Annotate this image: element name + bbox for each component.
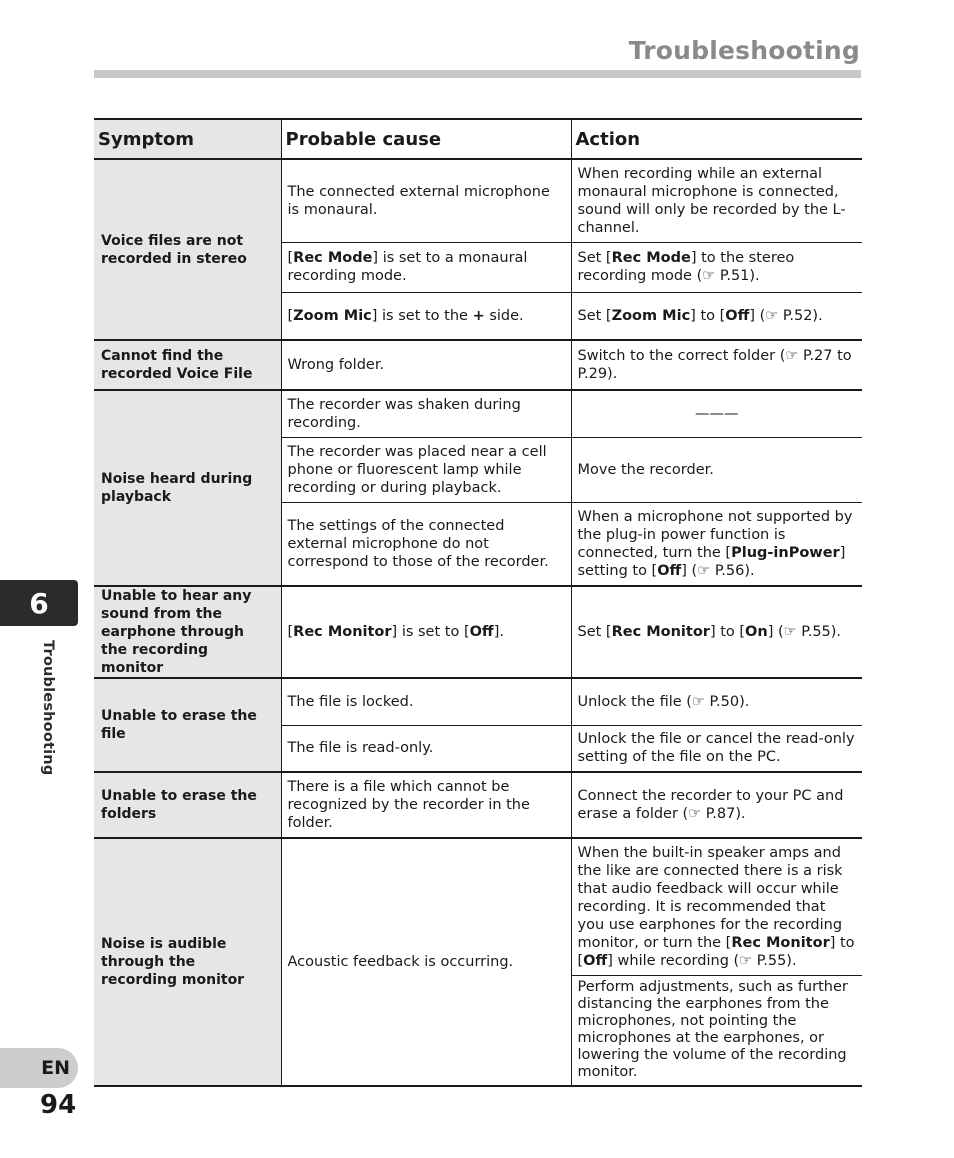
cause-cell: [Zoom Mic] is set to the + side. [281, 292, 571, 340]
symptom-cell: Noise heard during playback [94, 390, 281, 586]
action-cell: ——— [571, 390, 862, 437]
page-number: 94 [40, 1090, 77, 1120]
setting-name: Rec Mode [293, 250, 373, 266]
language-tab: EN [0, 1048, 78, 1088]
action-cell: Unlock the file or cancel the read-only setting of the file on the PC. [571, 725, 862, 772]
symptom-cell: Unable to erase the folders [94, 772, 281, 838]
cause-cell: There is a file which cannot be recognized by the recorder in the folder. [281, 772, 571, 838]
action-cell: Set [Rec Mode] to the stereo recording mode (☞ P.51). [571, 242, 862, 292]
symptom-cell: Voice files are not recorded in stereo [94, 159, 281, 340]
symptom-cell: Noise is audible through the recording monitor [94, 838, 281, 1086]
column-header-symptom: Symptom [94, 119, 281, 159]
setting-value: Off [657, 562, 682, 579]
setting-name: Rec Mode [611, 250, 691, 266]
symptom-cell: Unable to erase the file [94, 678, 281, 772]
symptom-cell: Unable to hear any sound from the earphone through the recording monitor [94, 586, 281, 678]
plus-symbol: + [472, 307, 485, 324]
cause-cell: The recorder was shaken during recording. [281, 390, 571, 437]
action-cell: Unlock the file (☞ P.50). [571, 678, 862, 725]
table-row [94, 159, 862, 242]
chapter-tab: 6 [0, 580, 78, 626]
column-header-cause: Probable cause [281, 119, 571, 159]
action-cell: When the built-in speaker amps and the like are connected there is a risk that audio feedback will occur while recording. It is recommended that you use earphones for the recording monitor, or turn the [Rec Monitor] to [Off] while recording (☞ P.55). [571, 838, 862, 975]
cause-cell: [Rec Monitor] is set to [Off]. [281, 586, 571, 678]
setting-name: Zoom Mic [611, 307, 691, 324]
cause-cell: The file is read-only. [281, 725, 571, 772]
setting-name: Plug-inPower [731, 544, 840, 561]
cause-cell: [Rec Mode] is set to a monaural recording mode. [281, 242, 571, 292]
action-cell: Move the recorder. [571, 437, 862, 502]
action-cell: Switch to the correct folder (☞ P.27 to P.29). [571, 340, 862, 390]
setting-name: Zoom Mic [293, 307, 372, 324]
title-bar [94, 70, 861, 78]
table-row [94, 340, 862, 390]
setting-value: Off [725, 307, 750, 324]
page-title: Troubleshooting [628, 36, 860, 65]
setting-value: On [745, 624, 768, 640]
chapter-side-label: Troubleshooting [40, 640, 56, 776]
cause-cell: The settings of the connected external microphone do not correspond to those of the recorder. [281, 502, 571, 586]
table-row [94, 838, 862, 975]
table-row [94, 390, 862, 437]
action-cell: Set [Zoom Mic] to [Off] (☞ P.52). [571, 292, 862, 340]
table-row [94, 772, 862, 838]
table-row [94, 678, 862, 725]
setting-value: Off [469, 624, 494, 640]
cause-cell: The file is locked. [281, 678, 571, 725]
setting-value: Off [583, 952, 608, 969]
table-row [94, 586, 862, 678]
action-cell: Perform adjustments, such as further distancing the earphones from the microphones, not pointing the microphones at the earphones, or lowering the volume of the recording monitor. [571, 975, 862, 1086]
column-header-action: Action [571, 119, 862, 159]
cause-cell: Acoustic feedback is occurring. [281, 838, 571, 1086]
symptom-cell: Cannot find the recorded Voice File [94, 340, 281, 390]
setting-name: Rec Monitor [611, 624, 710, 640]
setting-name: Rec Monitor [293, 624, 392, 640]
setting-name: Rec Monitor [731, 934, 830, 951]
cause-cell: The recorder was placed near a cell phone or fluorescent lamp while recording or during playback. [281, 437, 571, 502]
action-cell: When a microphone not supported by the plug-in power function is connected, turn the [Plug-inPower] setting to [Off] (☞ P.56). [571, 502, 862, 586]
action-cell: Connect the recorder to your PC and erase a folder (☞ P.87). [571, 772, 862, 838]
action-cell: When recording while an external monaural microphone is connected, sound will only be recorded by the L-channel. [571, 159, 862, 242]
action-cell: Set [Rec Monitor] to [On] (☞ P.55). [571, 586, 862, 678]
troubleshooting-table [94, 118, 862, 1087]
cause-cell: Wrong folder. [281, 340, 571, 390]
table-header-row [94, 119, 862, 159]
cause-cell: The connected external microphone is monaural. [281, 159, 571, 242]
